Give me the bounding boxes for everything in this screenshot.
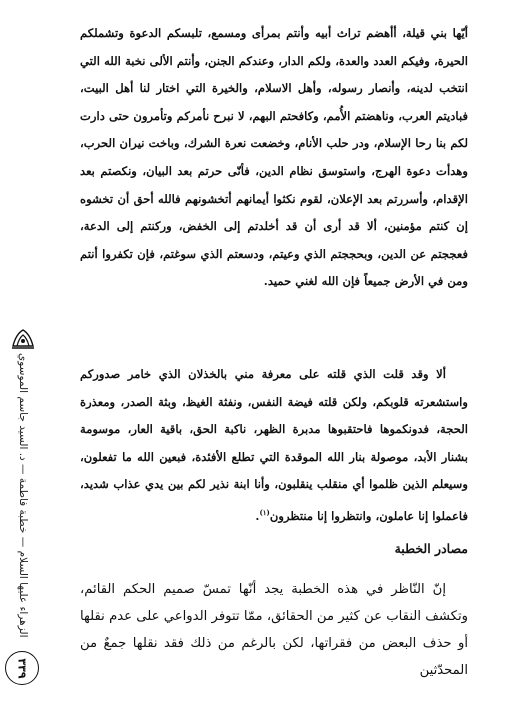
section-heading: مصادر الخطبة [394,541,468,556]
speech-paragraph-2-text: ألا وقد قلت الذي قلته على معرفة مني بالخذلان الذي خامر صدوركم واستشعرته قلوبكم، ولكن قلته فيضة النفس، ونفثة الغيظ، وبثة الصدر، ومعذرة الحجة، فدونكموها فاحتقبوها مدبرة الظهر، ناكبة الحق، باقية العار، موسومة بشنار الأبد، موصولة بنار الله الموقدة التي تطلع الأفئدة، فبعين الله ما تفعلون، وسيعلم الذين ظلموا أي منقلب ينقلبون، وأنا ابنة نذير لكم بين يدي عذاب شديد، فاعملوا إنا عاملون، وانتظروا إنا منتظرون [80,367,468,523]
publisher-logo-icon [10,326,36,352]
footnote-marker: (١) [259,507,270,517]
page-number: ٣٣٩ [15,657,29,679]
speech-paragraph-2: ألا وقد قلت الذي قلته على معرفة مني بالخذلان الذي خامر صدوركم واستشعرته قلوبكم، ولكن قلته فيضة النفس، ونفثة الغيظ، وبثة الصدر، ومعذرة الحجة، فدونكموها فاحتقبوها مدبرة الظهر، ناكبة الحق، باقية العار، موسومة بشنار الأبد، موصولة بنار الله الموقدة التي تطلع الأفئدة، فبعين الله ما تفعلون، وسيعلم الذين ظلموا أي منقلب ينقلبون، وأنا ابنة نذير لكم بين يدي عذاب شديد، فاعملوا إنا عاملون، وانتظروا إنا منتظرون$^{(١)}$. [80,367,468,523]
running-title: الزهراء عليها السلام — خطبة فاطمة — د. السيد جاسم الموسوي [17,352,29,638]
running-title-sidebar [8,350,38,640]
section-paragraph-text: إنّ النّاظر في هذه الخطبة يجد أنّها تمسّ صميم الحكم القائم، وتكشف النقاب عن كثير من الحقائق، ممّا تتوفر الدواعي على عدم نقلها أو حذف البعض من فقراتها، لكن بالرغم من ذلك فقد نقلها جمعٌ من المحدّثين [80,582,468,678]
page-number-badge [5,651,39,685]
section-paragraph [80,576,468,684]
speech-paragraph-1: أيّها بني قيلة، أأهضم تراث أبيه وأنتم بمرأى ومسمع، تلبسكم الدعوة وتشملكم الحيرة، وفيكم العدد والعدة، ولكم الدار، وعندكم الجنن، وأنتم الألى نخبة الله التي انتخب لدينه، وأنصار رسوله، وأهل الاسلام، والخيرة التي اختار لنا أهل البيت، فباديتم العرب، وناهضتم الأُمم، وكافحتم البهم، لا نبرح نأمركم وتأمرون حتى دارت لكم بنا رحا الإسلام، ودر حلب الأنام، وخضعت نعرة الشرك، وباخت نيران الحرب، وهدأت دعوة الهرج، واستوسق نظام الدين، فأنّى حرتم بعد البيان، ونكصتم بعد الإقدام، وأسررتم بعد الإعلان، لقوم نكثوا أيمانهم أتخشونهم فالله أحق أن تخشوه إن كنتم مؤمنين، ألا قد أرى أن قد أخلدتم إلى الخفض، وركنتم إلى الدعة، فعججتم عن الدين، وبحججتم الذي وعيتم، ودسعتم الذي سوغتم، فإن تكفروا أنتم ومن في الأرض جميعاً فإن الله لغني حميد. [80,26,468,289]
